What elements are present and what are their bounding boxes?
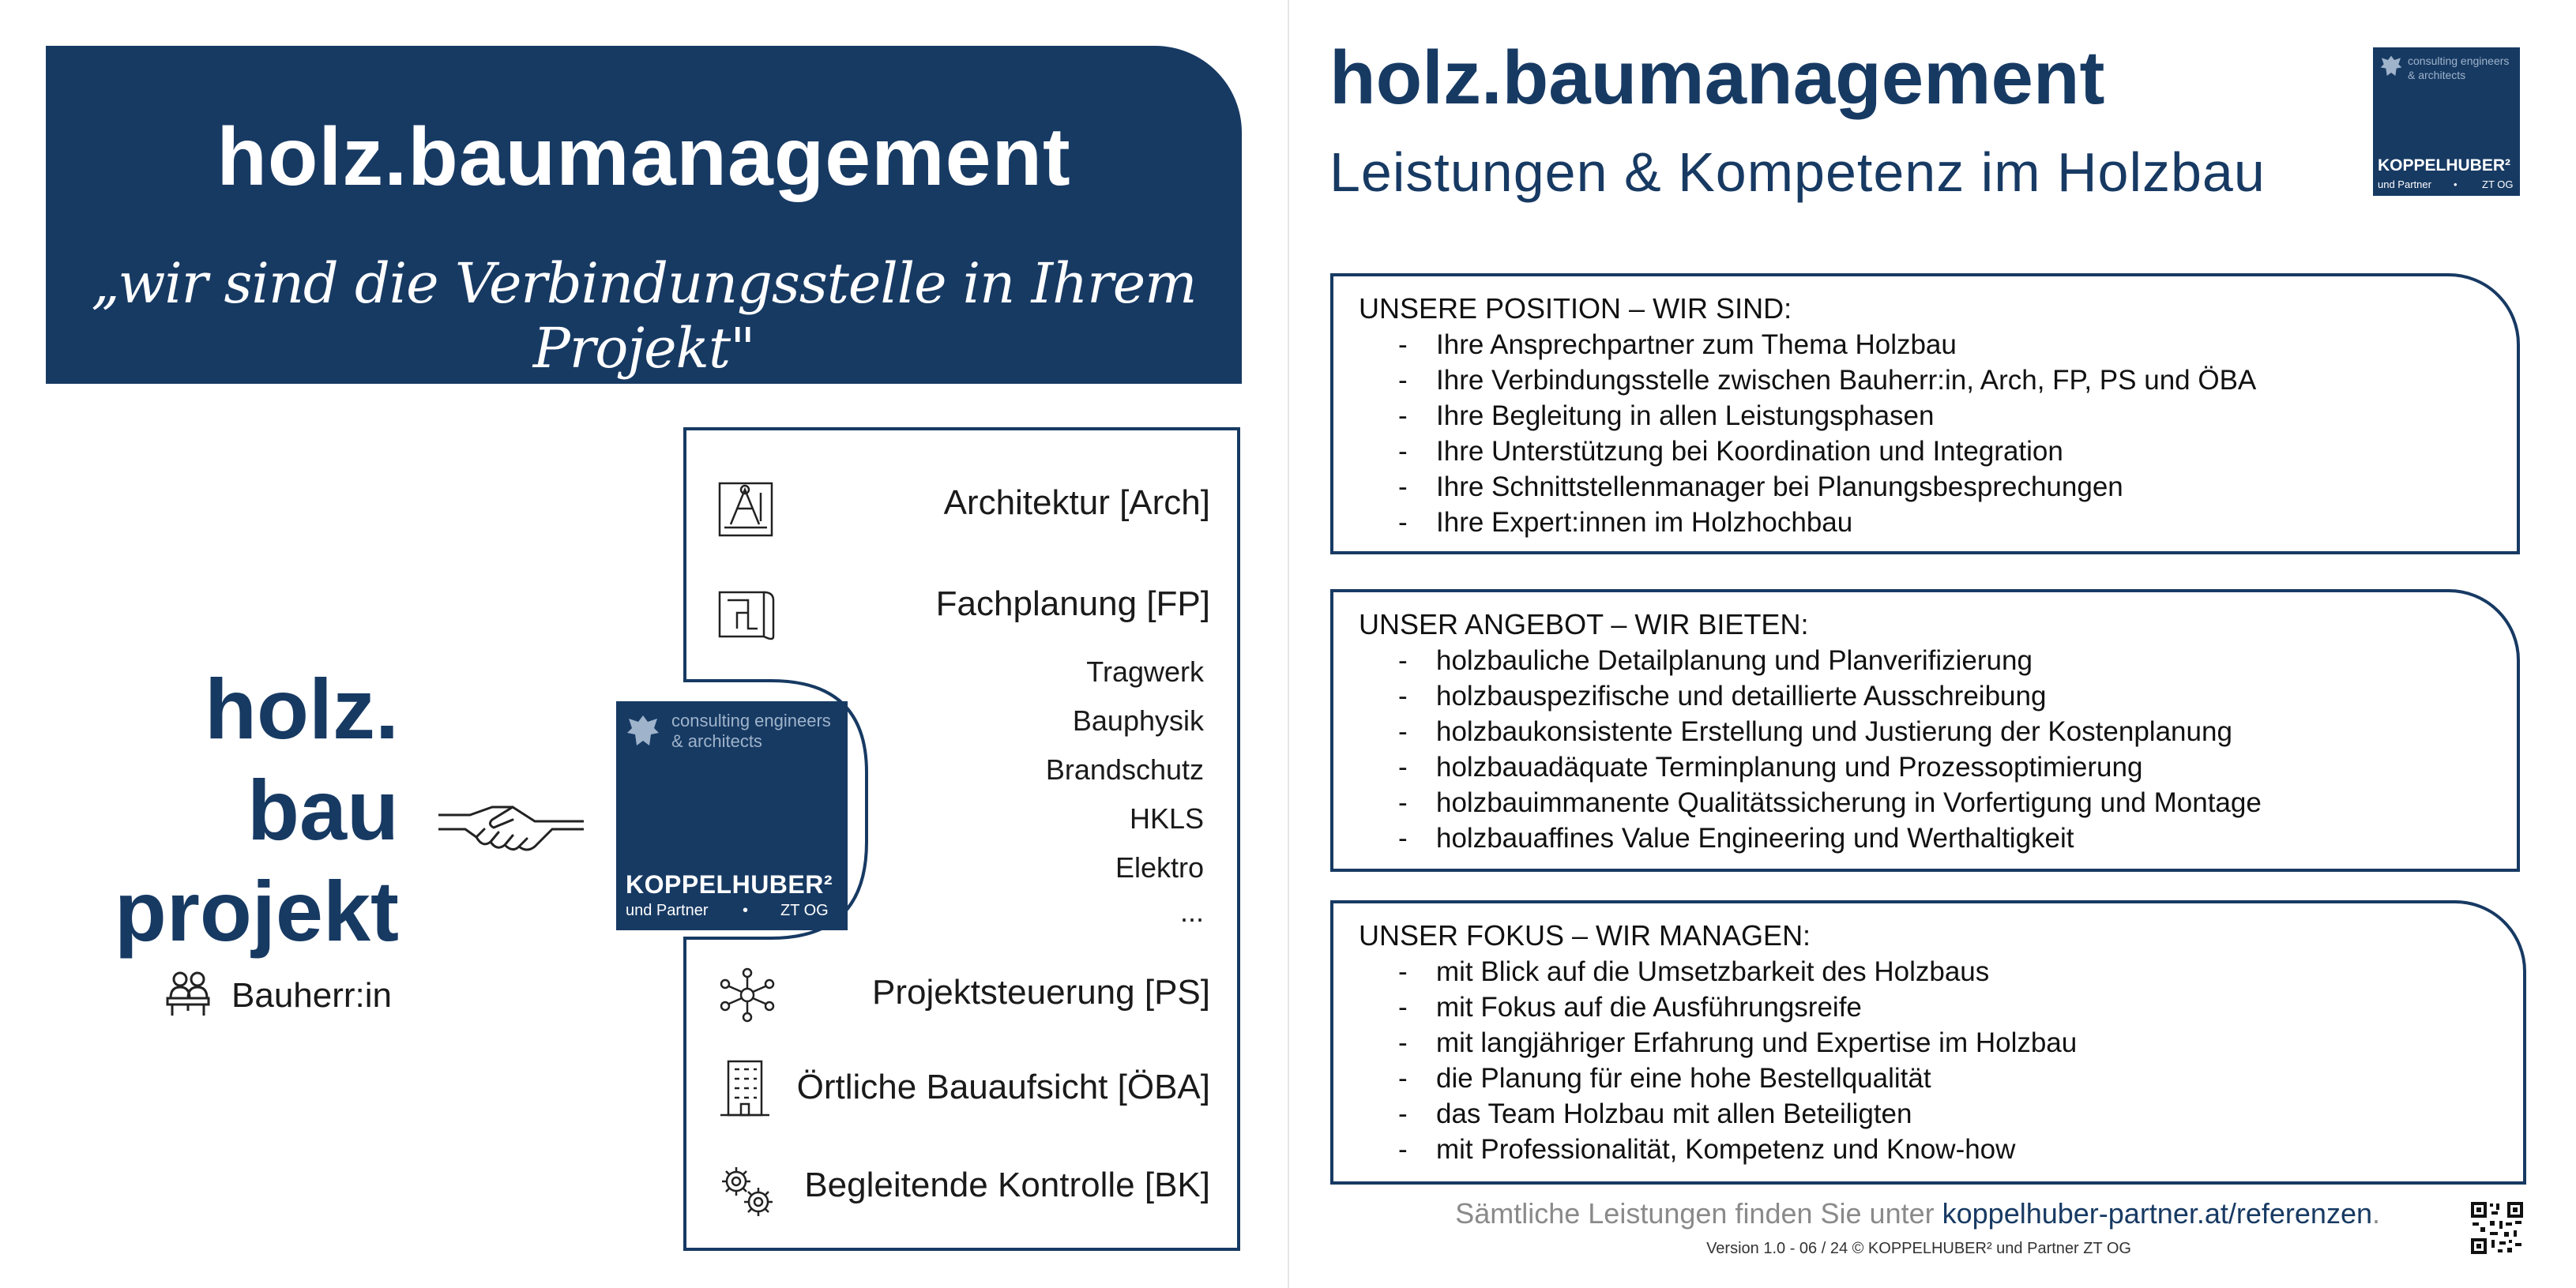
banner-quote: „wir sind die Verbindungsstelle in Ihrem Projekt" xyxy=(91,251,1197,381)
blueprint-plan-icon xyxy=(715,581,778,644)
discipline-specialist-planning: Fachplanung [FP] xyxy=(935,584,1210,623)
list-item: - holzbauspezifische und detaillierte Ausschreibung xyxy=(1398,678,2262,714)
banner-title: holz.baumanagement xyxy=(216,111,1071,203)
logo-small-brand: KOPPELHUBER² xyxy=(2378,156,2511,175)
qr-code-icon[interactable] xyxy=(2469,1200,2525,1256)
discipline-accompanying-control: Begleitende Kontrolle [BK] xyxy=(804,1166,1210,1204)
logo-small-tagline-1: consulting engineers xyxy=(2408,54,2510,67)
eagle-crest-icon xyxy=(2379,54,2403,79)
card-focus-list xyxy=(1398,954,2077,1167)
client-meeting-icon xyxy=(163,970,213,1017)
logo-small-sub-right: ZT OG xyxy=(2482,178,2514,190)
logo-sub-dot: • xyxy=(743,902,749,919)
references-link[interactable]: koppelhuber-partner.at/referenzen xyxy=(1942,1197,2372,1230)
footer-note xyxy=(1329,1197,2380,1230)
logo-sub-right: ZT OG xyxy=(780,902,829,919)
discipline-site-supervision: Örtliche Bauaufsicht [ÖBA] xyxy=(796,1068,1210,1106)
list-item: - die Planung für eine hohe Bestellqualität xyxy=(1398,1061,2077,1096)
list-item: - mit langjähriger Erfahrung und Expertise im Holzbau xyxy=(1398,1025,2077,1061)
footer-text: Sämtliche Leistungen finden Sie unter xyxy=(1455,1197,1942,1230)
list-item: - holzbaukonsistente Erstellung und Justierung der Kostenplanung xyxy=(1398,714,2262,749)
logo-small-tagline-2: & architects xyxy=(2408,69,2466,81)
list-item: - Ihre Unterstützung bei Koordination und Integration xyxy=(1398,434,2256,469)
card-position xyxy=(1330,273,2520,554)
list-item: - das Team Holzbau mit allen Beteiligten xyxy=(1398,1096,2077,1132)
card-offer-list xyxy=(1398,643,2262,856)
sub-item-more: ... xyxy=(1179,896,1204,928)
list-item: - mit Professionalität, Kompetenz und Know-how xyxy=(1398,1132,2077,1167)
logo-small-sub-left: und Partner xyxy=(2378,178,2431,190)
logo-tagline-2: & architects xyxy=(671,731,762,751)
list-item: - mit Fokus auf die Ausführungsreife xyxy=(1398,989,2077,1025)
right-subtitle: Leistungen & Kompetenz im Holzbau xyxy=(1329,141,2266,203)
logo-small-sub-dot: • xyxy=(2454,178,2458,190)
version-note: Version 1.0 - 06 / 24 © KOPPELHUBER² und Partner ZT OG xyxy=(1706,1240,2131,1257)
sub-item-bauphysik: Bauphysik xyxy=(1072,704,1204,737)
card-focus xyxy=(1330,900,2526,1185)
list-item: - holzbauaffines Value Engineering und Werthaltigkeit xyxy=(1398,820,2262,856)
sub-item-elektro: Elektro xyxy=(1115,851,1204,884)
list-item: - Ihre Schnittstellenmanager bei Planungsbesprechungen xyxy=(1398,469,2256,505)
list-item: - holzbauliche Detailplanung und Planverifizierung xyxy=(1398,643,2262,678)
big-word-holz: holz. xyxy=(205,661,399,757)
company-logo-small xyxy=(2373,47,2520,196)
list-item: - holzbauimmanente Qualitätssicherung in Vorfertigung und Montage xyxy=(1398,785,2262,820)
footer-end: . xyxy=(2371,1197,2380,1230)
list-item: - Ihre Begleitung in allen Leistungsphasen xyxy=(1398,398,2256,434)
logo-sub-left: und Partner xyxy=(626,902,709,919)
architecture-drafting-icon xyxy=(713,477,778,542)
sub-item-tragwerk: Tragwerk xyxy=(1086,655,1204,688)
list-item: - Ihre Ansprechpartner zum Thema Holzbau xyxy=(1398,327,2256,362)
panel-divider xyxy=(1288,0,1289,1288)
network-hub-icon xyxy=(719,967,776,1023)
card-focus-title: UNSER FOKUS – WIR MANAGEN: xyxy=(1359,919,1811,952)
list-item: - holzbauadäquate Terminplanung und Prozessoptimierung xyxy=(1398,749,2262,785)
sub-item-hkls: HKLS xyxy=(1129,802,1204,835)
handshake-icon xyxy=(438,791,584,856)
logo-tagline-1: consulting engineers xyxy=(671,711,831,730)
list-item: - Ihre Expert:innen im Holzhochbau xyxy=(1398,505,2256,540)
discipline-project-control: Projektsteuerung [PS] xyxy=(871,973,1210,1012)
list-item: - mit Blick auf die Umsetzbarkeit des Holzbaus xyxy=(1398,954,2077,989)
logo-brand: KOPPELHUBER² xyxy=(626,870,833,899)
card-position-title: UNSERE POSITION – WIR SIND: xyxy=(1359,292,1792,325)
eagle-crest-icon xyxy=(626,712,660,750)
big-word-bau: bau xyxy=(246,762,399,858)
card-offer xyxy=(1330,589,2520,872)
big-word-projekt: projekt xyxy=(114,863,399,959)
client-label: Bauherr:in xyxy=(231,976,393,1015)
card-offer-title: UNSER ANGEBOT – WIR BIETEN: xyxy=(1359,608,1809,640)
sub-item-brandschutz: Brandschutz xyxy=(1045,753,1204,786)
company-logo xyxy=(616,701,848,930)
right-title: holz.baumanagement xyxy=(1329,36,2105,120)
list-item: - Ihre Verbindungsstelle zwischen Bauherr:in, Arch, FP, PS und ÖBA xyxy=(1398,362,2256,398)
discipline-architecture: Architektur [Arch] xyxy=(943,483,1210,522)
card-position-list xyxy=(1398,327,2256,540)
